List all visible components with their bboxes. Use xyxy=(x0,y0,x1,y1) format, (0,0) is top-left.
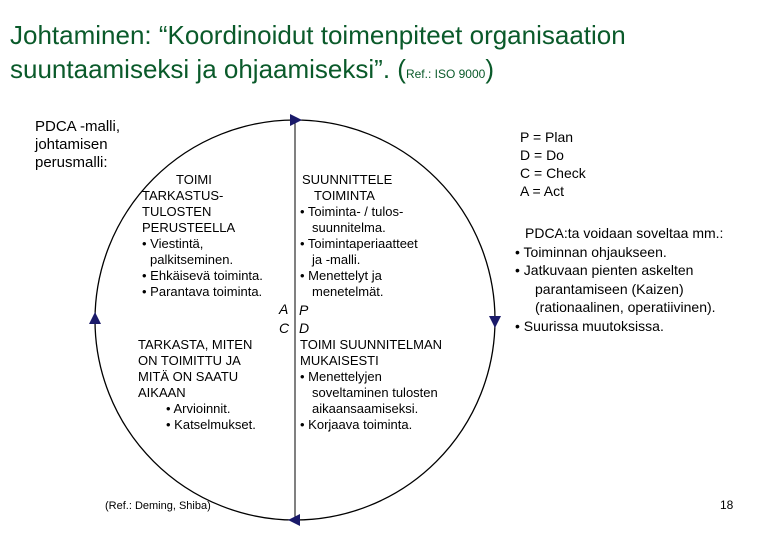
act-quadrant xyxy=(138,172,298,300)
page-number: 18 xyxy=(720,498,734,512)
legend-item: A = Act xyxy=(520,183,564,199)
do-bullet: • Menettelyjen xyxy=(300,369,382,384)
do-bullet: soveltaminen tulosten xyxy=(312,385,438,400)
applications-item: • Toiminnan ohjaukseen. xyxy=(515,243,667,260)
applications-heading: PDCA:ta voidaan soveltaa mm.: xyxy=(525,225,724,241)
check-heading: AIKAAN xyxy=(138,385,186,400)
act-heading: TARKASTUS- xyxy=(142,188,224,203)
act-bullet: • Viestintä, xyxy=(142,236,204,251)
check-quadrant xyxy=(138,337,298,433)
pdca-label-line: PDCA -malli, xyxy=(35,118,121,135)
arrow-right-icon xyxy=(489,316,501,328)
check-heading: MITÄ ON SAATU xyxy=(138,369,239,384)
title-line-1: Johtaminen: “Koordinoidut toimenpiteet organisaation xyxy=(10,20,626,50)
act-heading: PERUSTEELLA xyxy=(142,220,236,235)
act-bullet: palkitseminen. xyxy=(150,252,234,267)
arrow-left-icon xyxy=(89,312,101,324)
plan-bullet: suunnitelma. xyxy=(312,220,386,235)
act-bullet: • Parantava toiminta. xyxy=(142,284,263,299)
footer-reference: (Ref.: Deming, Shiba) xyxy=(105,500,211,512)
applications-item: • Jatkuvaan pienten askelten xyxy=(515,262,694,278)
plan-bullet: • Toiminta- / tulos- xyxy=(300,204,404,219)
arrow-bottom-icon xyxy=(288,514,300,526)
letter-d: D xyxy=(299,320,310,336)
pdca-label-line: johtamisen xyxy=(35,136,108,153)
plan-bullet: • Toimintaperiaatteet xyxy=(300,236,418,251)
pdca-label-line: perusmalli: xyxy=(35,154,108,171)
legend-item: P = Plan xyxy=(520,129,574,145)
act-heading: TOIMI xyxy=(176,172,212,187)
plan-bullet: ja -malli. xyxy=(312,252,361,267)
check-bullet: • Arvioinnit. xyxy=(166,401,231,416)
legend-item: D = Do xyxy=(520,147,564,163)
letter-p: P xyxy=(299,302,309,318)
plan-bullet: • Menettelyt ja xyxy=(300,268,382,283)
do-quadrant xyxy=(300,337,480,433)
legend-item: C = Check xyxy=(520,165,586,181)
plan-quadrant xyxy=(290,172,470,300)
title-reference: Ref.: ISO 9000 xyxy=(405,67,486,81)
letter-a: A xyxy=(279,301,289,317)
letter-c: C xyxy=(279,320,290,336)
do-heading: TOIMI SUUNNITELMAN xyxy=(300,337,443,352)
check-heading: TARKASTA, MITEN xyxy=(138,337,253,352)
applications-block xyxy=(515,224,775,335)
act-bullet: • Ehkäisevä toiminta. xyxy=(142,268,263,283)
applications-item: (rationaalinen, operatiivinen). xyxy=(535,299,716,315)
plan-bullet: menetelmät. xyxy=(312,284,384,299)
pdca-legend xyxy=(520,128,586,200)
applications-item: • Suurissa muutoksissa. xyxy=(515,317,664,334)
do-heading: MUKAISESTI xyxy=(300,353,379,368)
do-bullet: • Korjaava toiminta. xyxy=(300,417,413,432)
check-bullet: • Katselmukset. xyxy=(166,417,256,432)
applications-item: parantamiseen (Kaizen) xyxy=(535,280,684,297)
do-bullet: aikaansaamiseksi. xyxy=(312,401,419,416)
plan-heading: SUUNNITTELE xyxy=(302,172,393,187)
act-heading: TULOSTEN xyxy=(142,204,212,219)
title-close-paren: ) xyxy=(485,54,494,84)
plan-heading: TOIMINTA xyxy=(314,188,375,203)
title-line-2-text: suuntaamiseksi ja ohjaamiseksi”. ( xyxy=(10,54,406,84)
arrow-top-icon xyxy=(290,114,302,126)
check-heading: ON TOIMITTU JA xyxy=(138,353,241,368)
